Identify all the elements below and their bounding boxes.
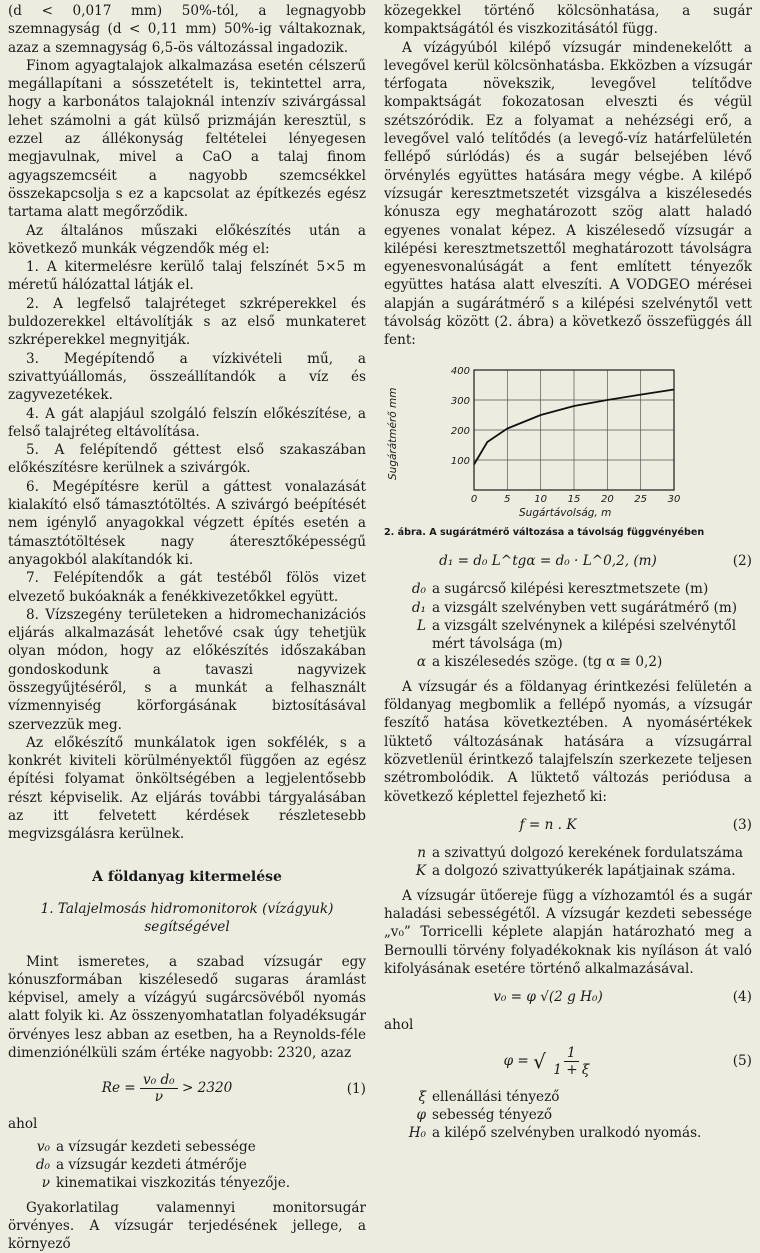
x-tick-label: 15 bbox=[567, 493, 581, 505]
equation-3 bbox=[384, 816, 752, 834]
definition-list bbox=[384, 1088, 752, 1143]
definition-item bbox=[8, 1174, 366, 1192]
definition-text: a sugárcső kilépési keresztmetszete (m) bbox=[432, 581, 709, 598]
ahol-label: ahol bbox=[8, 1116, 38, 1133]
symbol: φ bbox=[416, 1107, 426, 1124]
x-tick-label: 0 bbox=[470, 493, 478, 505]
eq3-body: f = n . K bbox=[519, 816, 577, 833]
eq5-fraction bbox=[550, 1045, 592, 1078]
definition-item bbox=[384, 617, 752, 654]
definition-text: a dolgozó szivattyúkerék lapátjainak száma. bbox=[432, 863, 736, 880]
definition-text: ellenállási tényező bbox=[432, 1088, 560, 1105]
definition-item bbox=[384, 653, 752, 671]
definition-text: a vizsgált szelvényben vett sugárátmérő (m) bbox=[432, 599, 738, 616]
symbol: v₀ bbox=[36, 1138, 50, 1155]
x-axis-label: Sugártávolság, m bbox=[519, 506, 612, 519]
equation-number: (5) bbox=[732, 1053, 752, 1070]
y-axis-label: Sugárátmérő mm bbox=[387, 387, 399, 480]
y-tick-label: 300 bbox=[450, 395, 470, 407]
eq1-numerator: v₀ d₀ bbox=[140, 1072, 178, 1089]
symbol: α bbox=[416, 654, 426, 671]
symbol: L bbox=[416, 617, 426, 634]
line-chart bbox=[384, 360, 684, 520]
eq1-denominator: ν bbox=[154, 1089, 163, 1106]
eq5-numerator: 1 bbox=[564, 1045, 579, 1062]
eq5-denominator: 1 + ξ bbox=[553, 1061, 590, 1078]
symbol: n bbox=[417, 845, 426, 862]
equation-number: (1) bbox=[346, 1080, 366, 1097]
equation-2 bbox=[384, 552, 752, 570]
section-title: A földanyag kitermelése bbox=[92, 868, 282, 885]
x-tick-label: 20 bbox=[600, 493, 614, 505]
x-tick-label: 25 bbox=[634, 493, 648, 505]
paragraph: A vízsugár és a földanyag érintkezési felületén a földanyag megbomlik a fellépő nyomás, a vízsugár feszítő hatása következtében. A nyomásértékek lüktető változásának hatására a vízsugárral közvetlenül érintkező talajfelszín szerkezete teljesen szétrombolódik. A lüktető változás periódusa a következő képlettel fejezhető ki: bbox=[384, 678, 752, 805]
definition-item bbox=[8, 1156, 366, 1174]
list-item: 5. A felépítendő géttest első szakaszában előkészítésre kerülnek a szivárgók. bbox=[8, 442, 366, 477]
chart-ticks bbox=[451, 366, 680, 505]
x-tick-label: 30 bbox=[667, 493, 681, 505]
list-item: 6. Megépítésre kerül a gáttest vonalazását kialakító első támasztótöltés. A szivárgó beépítését nem igénylő anyagokkal végzett építés esetén a támasztótöltések nagy áteresztőképességű anyagokból alakítandók ki. bbox=[8, 478, 366, 568]
eq2-body: d₁ = d₀ L^tgα = d₀ · L^0,2, (m) bbox=[439, 552, 657, 569]
list-item: 4. A gát alapjául szolgáló felszín előkészítése, a felső talajréteg eltávolítása. bbox=[8, 405, 366, 440]
definition-text: a vízsugár kezdeti sebessége bbox=[56, 1138, 256, 1155]
list-item: 8. Vízszegény területeken a hidromechanizációs eljárás alkalmazását lehetővé csak úgy tehetjük olyan módon, hogy az előkészítés időszakában gondoskodunk a tavaszi nagyvizek összegyűjtéséről, s a munkát a felhasznált vízmennyiség körforgásának biztosításával szervezzük meg. bbox=[8, 606, 366, 733]
symbol: d₀ bbox=[35, 1156, 50, 1173]
right-column bbox=[384, 2, 752, 1149]
definition-text: a szivattyú dolgozó kerekének fordulatszáma bbox=[432, 845, 743, 862]
ahol-label: ahol bbox=[384, 1017, 414, 1034]
definition-item bbox=[384, 599, 752, 617]
definition-item bbox=[8, 1138, 366, 1156]
definition-text: a vízsugár kezdeti átmérője bbox=[56, 1156, 247, 1173]
paragraph: (d < 0,017 mm) 50%-tól, a legnagyobb szemnagyság (d < 0,11 mm) 50%-ig váltakoznak, azaz a szemnagyság 6,5-ös változással ingadozik. bbox=[8, 3, 366, 56]
list-item: 2. A legfelső talajréteget szkréperekkel és buldozerekkel eltávolítják s az első munkateret szkréperekkel megnyitják. bbox=[8, 295, 366, 349]
definition-text: a kiszélesedés szöge. (tg α ≅ 0,2) bbox=[432, 654, 663, 671]
symbol: d₀ bbox=[411, 581, 426, 598]
definition-list bbox=[384, 580, 752, 671]
eq1-rhs: > 2320 bbox=[181, 1080, 233, 1097]
definition-item bbox=[384, 580, 752, 598]
x-tick-label: 10 bbox=[534, 493, 548, 505]
symbol: ν bbox=[41, 1175, 50, 1192]
definition-item bbox=[384, 1106, 752, 1124]
list-item: 3. Megépítendő a vízkivételi mű, a szivattyúállomás, összeállítandók a víz és zagyvezetékek. bbox=[8, 350, 366, 404]
eq4-body: v₀ = φ √(2 g H₀) bbox=[493, 989, 603, 1006]
equation-5 bbox=[384, 1045, 752, 1078]
paragraph: Gyakorlatilag valamennyi monitorsugár örvényes. A vízsugár terjedésének jellege, a környező bbox=[8, 1199, 366, 1253]
paragraph: Mint ismeretes, a szabad vízsugár egy kónuszformában kiszélesedő sugaras áramlást képvisel, amely a vízágyú sugárcsövéből nyomás alatt folyik ki. Az összenyomhatatlan folyadéksugár örvényes lesz abban az esetben, ha a Reynolds-féle dimenziónélküli szám értéke nagyobb: 2320, azaz bbox=[8, 953, 366, 1062]
paragraph: Az előkészítő munkálatok igen sokfélék, s a konkrét kiviteli körülményektől függően az egész építési folyamat önköltségében a legjelentősebb részt képviselik. Az eljárás további tárgyalásában az itt felvetett kérdések részletesebb megvizsgálásra kerülnek. bbox=[8, 734, 366, 843]
list-item: 1. A kitermelésre kerülő talaj felszínét 5×5 m méretű hálózattal látják el. bbox=[8, 259, 366, 294]
figure-caption: 2. ábra. A sugárátmérő változása a távolság függvényében bbox=[384, 526, 705, 538]
definition-item bbox=[384, 1124, 752, 1142]
subsection-title: 1. Talajelmosás hidromonitorok (vízágyuk) segítségével bbox=[40, 900, 334, 936]
list-item: 7. Felépítendők a gát testéből fölös vizet elvezető bukóaknák a fenékkivezetőkkel együtt. bbox=[8, 570, 366, 605]
definition-text: kinematikai viszkozitás tényezője. bbox=[56, 1175, 291, 1192]
definition-item bbox=[384, 862, 752, 880]
left-column bbox=[8, 2, 366, 1253]
symbol: H₀ bbox=[408, 1125, 426, 1142]
definition-text: a vizsgált szelvénynek a kilépési szelvénytől mért távolsága (m) bbox=[432, 617, 737, 653]
eq1-lhs: Re = bbox=[101, 1080, 136, 1097]
x-tick-label: 5 bbox=[504, 493, 511, 505]
equation-4 bbox=[384, 988, 752, 1006]
equation-number: (3) bbox=[732, 816, 752, 833]
definition-item bbox=[384, 844, 752, 862]
y-tick-label: 100 bbox=[450, 455, 470, 467]
equation-number: (4) bbox=[732, 989, 752, 1006]
eq1-fraction bbox=[140, 1072, 178, 1105]
sqrt-sign-icon: √ bbox=[533, 1049, 546, 1074]
eq5-lhs: φ = bbox=[503, 1052, 529, 1069]
symbol: K bbox=[415, 863, 426, 880]
y-tick-label: 200 bbox=[450, 425, 470, 437]
paragraph: A vízsugár ütőereje függ a vízhozamtól és a sugár haladási sebességétől. A vízsugár kezdeti sebessége „v₀” Torricelli képlete alapján határozható meg a Bernoulli törvény folyadékoknak kis nyíláson át való kifolyásának esetére történő alkalmazásával. bbox=[384, 887, 752, 977]
paragraph: közegekkel történő kölcsönhatása, a sugár kompaktságától és viszkozitásától függ. bbox=[384, 3, 752, 38]
paragraph: Az általános műszaki előkészítés után a következő munkák végzendők még el: bbox=[8, 222, 366, 257]
definition-list bbox=[8, 1138, 366, 1193]
symbol: ξ bbox=[418, 1088, 426, 1105]
equation-1 bbox=[8, 1072, 366, 1105]
paragraph: A vízágyúból kilépő vízsugár mindenekelőtt a levegővel kerül kölcsönhatásba. Ekközben a vízsugár térfogata növekszik, levegővel telítődve kompaktságát fokozatosan elveszti és végül szétszóródik. Ez a folyamat a nehézségi erő, a levegővel való telítődés (a levegő-víz határfelületén fellépő súrlódás) és a sugár belsejében lévő örvénylés együttes hatására megy végbe. A kilépő vízsugár keresztmetszetét vizsgálva a kiszélesedés kónusza egy meghatározott szög alatt haladó egyenes vonalat képez. A kiszélesedő vízsugár a kilépési keresztmetszettől meghatározott távolságra egyenesvonalúságát a fent említett tényezők együttes hatása alatt elveszíti. A VODGEO mérései alapján a sugárátmérő s a kilépési szelvénytől vett távolság között (2. ábra) a következő összefüggés áll fent: bbox=[384, 39, 752, 349]
y-tick-label: 400 bbox=[450, 365, 470, 377]
definition-list bbox=[384, 844, 752, 881]
symbol: d₁ bbox=[411, 599, 426, 616]
figure-2 bbox=[384, 360, 752, 520]
definition-text: a kilépő szelvényben uralkodó nyomás. bbox=[432, 1125, 702, 1142]
paragraph: Finom agyagtalajok alkalmazása esetén célszerű megállapítani a sósszetételt is, tekintettel arra, hogy a karbonátos talajoknál intenzív szivárgással lehet számolni a gát külső prizmáján keresztül, s ezzel az állékonyság feltételei lényegesen megjavulnak, mivel a CaO a talaj finom agyagszemcséit a nagyobb szemcsékkel összekapcsolja s ez a kapcsolat az építkezés egész tartama alatt megőrződik. bbox=[8, 57, 366, 221]
definition-text: sebesség tényező bbox=[432, 1107, 553, 1124]
equation-number: (2) bbox=[732, 552, 752, 569]
